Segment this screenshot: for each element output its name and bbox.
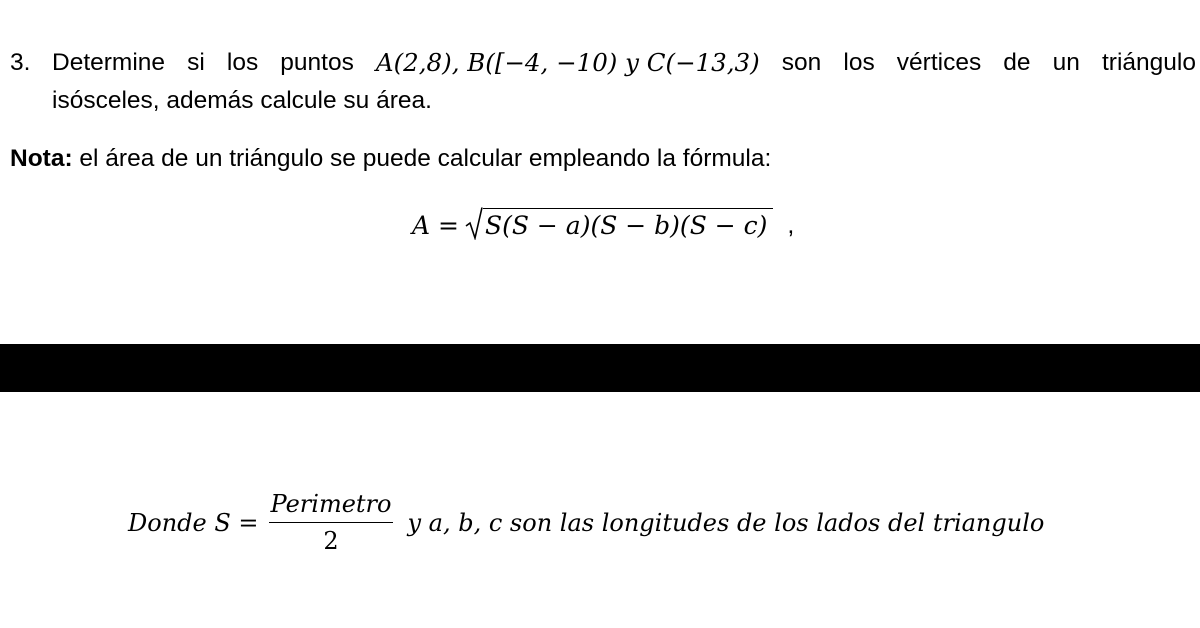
formula-lhs: A = xyxy=(412,211,459,240)
problem-word: un xyxy=(1052,49,1080,76)
heron-formula xyxy=(412,206,794,240)
square-root xyxy=(465,206,773,240)
fraction-numerator: Perimetro xyxy=(269,490,394,523)
problem-word: triángulo xyxy=(1101,49,1196,76)
problem-word: los xyxy=(226,49,259,76)
problem-number: 3. xyxy=(10,49,31,76)
redaction-bar xyxy=(0,344,1200,392)
problem-line-2: isósceles, además calcule su área. xyxy=(52,87,432,114)
problem-word: de xyxy=(1003,49,1031,76)
note-label: Nota: xyxy=(10,145,73,172)
definition-suffix: y a, b, c son las longitudes de los lados del triangulo xyxy=(407,508,1045,537)
perimeter-fraction xyxy=(269,490,394,555)
problem-word: puntos xyxy=(280,49,354,76)
note-paragraph xyxy=(10,145,771,173)
problem-word: si xyxy=(187,49,205,76)
problem-word: Determine xyxy=(52,49,166,76)
formula-trailing-comma: , xyxy=(787,211,795,239)
problem-word: los xyxy=(843,49,875,76)
problem-line-1 xyxy=(52,44,1196,82)
formula-radicand: S(S − a)(S − b)(S − c) xyxy=(483,208,773,240)
definition-prefix: Donde S = xyxy=(128,508,259,537)
radical-sign-icon xyxy=(465,206,483,240)
note-text: el área de un triángulo se puede calcular empleando la fórmula: xyxy=(72,145,772,172)
problem-points-math: A(2,8), B([−4, −10) y C(−13,3) xyxy=(375,48,760,77)
problem-word: son xyxy=(781,49,822,76)
definition-line xyxy=(128,490,1044,555)
fraction-denominator: 2 xyxy=(323,527,339,555)
problem-word: vértices xyxy=(896,49,982,76)
